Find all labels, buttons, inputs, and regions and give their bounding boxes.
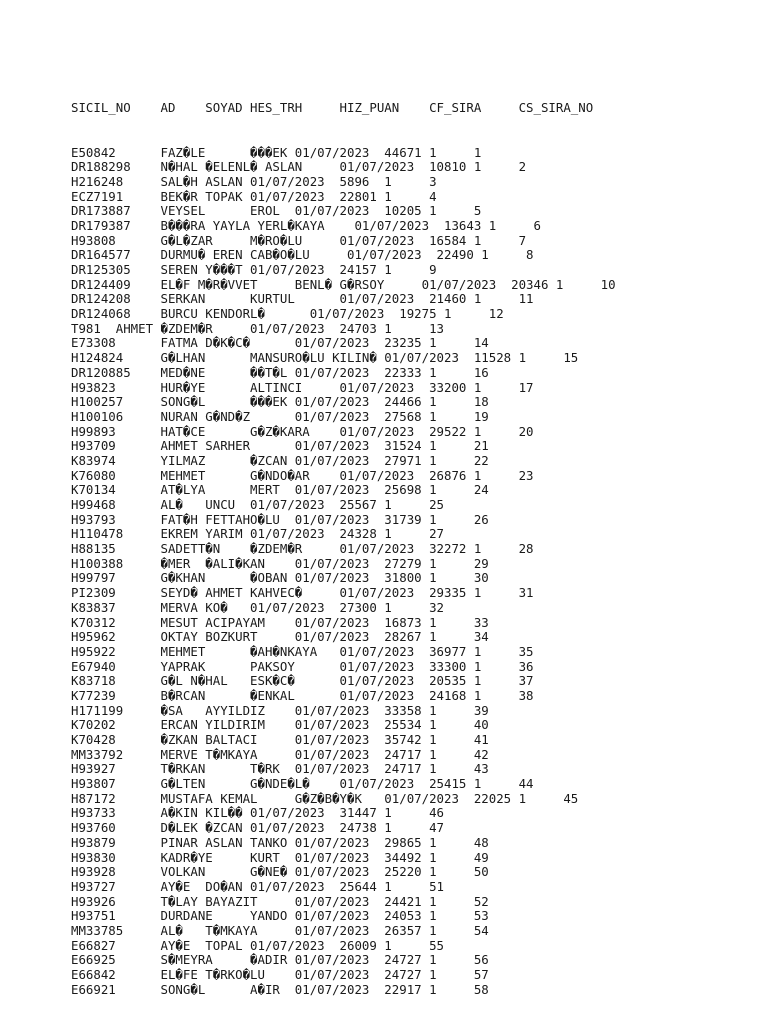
record-list (71, 146, 616, 998)
record-line: K70134 AT�LYA MERT 01/07/2023 25698 1 24 (71, 482, 489, 498)
record-line: H93926 T�LAY BAYAZIT 01/07/2023 24421 1 52 (71, 893, 489, 909)
record-line: H95962 OKTAY BOZKURT 01/07/2023 28267 1 34 (71, 629, 489, 645)
record-line: DR124409 EL�F M�R�VVET BENL� G�RSOY 01/07/2023 20346 1 10 (71, 276, 616, 292)
record-line: DR124208 SERKAN KURTUL 01/07/2023 21460 1 11 (71, 291, 534, 307)
record-line: H93807 G�LTEN G�NDE�L� 01/07/2023 25415 1 44 (71, 776, 534, 792)
record-line: H93879 PINAR ASLAN TANKO 01/07/2023 29865 1 48 (71, 834, 489, 850)
record-line: K76080 MEHMET G�NDO�AR 01/07/2023 26876 1 23 (71, 467, 534, 483)
record-line: H100388 �MER �ALI�KAN 01/07/2023 27279 1 29 (71, 555, 489, 571)
record-line: H93709 AHMET SARHER 01/07/2023 31524 1 21 (71, 438, 489, 454)
record-line: DR173887 VEYSEL EROL 01/07/2023 10205 1 5 (71, 203, 482, 219)
record-line: H93927 T�RKAN T�RK 01/07/2023 24717 1 43 (71, 761, 489, 777)
record-line: H93808 G�L�ZAR M�RO�LU 01/07/2023 16584 1 7 (71, 232, 527, 248)
record-line: H99797 G�KHAN �OBAN 01/07/2023 31800 1 30 (71, 570, 489, 586)
record-line: E66827 AY�E TOPAL 01/07/2023 26009 1 55 (71, 937, 444, 953)
record-line: H88135 SADETT�N �ZDEM�R 01/07/2023 32272 1 28 (71, 541, 534, 557)
record-line: H99893 HAT�CE G�Z�KARA 01/07/2023 29522 1 20 (71, 423, 534, 439)
record-line: H124824 G�LHAN MANSURO�LU KILIN� 01/07/2023 11528 1 15 (71, 350, 579, 366)
record-line: H95922 MEHMET �AH�NKAYA 01/07/2023 36977 1 35 (71, 643, 534, 659)
record-line: E73308 FATMA D�K�C� 01/07/2023 23235 1 14 (71, 335, 489, 351)
record-line: DR188298 N�HAL �ELENL� ASLAN 01/07/2023 10810 1 2 (71, 159, 527, 175)
record-line: K83718 G�L N�HAL ESK�C� 01/07/2023 20535 1 37 (71, 673, 534, 689)
record-line: H93928 VOLKAN G�NE� 01/07/2023 25220 1 50 (71, 864, 489, 880)
record-line: T981 AHMET �ZDEM�R 01/07/2023 24703 1 13 (71, 320, 444, 336)
record-line: DR124068 BURCU KENDORL� 01/07/2023 19275 1 12 (71, 306, 504, 322)
record-line: K70312 MESUT ACIPAYAM 01/07/2023 16873 1 33 (71, 614, 489, 630)
record-line: E66842 EL�FE T�RKO�LU 01/07/2023 24727 1 57 (71, 967, 489, 982)
record-line: H93793 FAT�H FETTAHO�LU 01/07/2023 31739 1 26 (71, 511, 489, 527)
record-line: H93830 KADR�YE KURT 01/07/2023 34492 1 49 (71, 849, 489, 865)
record-line: H93727 AY�E DO�AN 01/07/2023 25644 1 51 (71, 878, 444, 894)
record-line: PI2309 SEYD� AHMET KAHVEC� 01/07/2023 29335 1 31 (71, 585, 534, 601)
tab-separated-listing (71, 72, 616, 1012)
record-line: H93733 A�KIN KIL�� 01/07/2023 31447 1 46 (71, 805, 444, 821)
record-line: H93760 D�LEK �ZCAN 01/07/2023 24738 1 47 (71, 820, 444, 836)
record-line: H110478 EKREM YARIM 01/07/2023 24328 1 27 (71, 526, 444, 542)
record-line: E66925 S�MEYRA �ADIR 01/07/2023 24727 1 56 (71, 952, 489, 968)
record-line: K77239 B�RCAN �ENKAL 01/07/2023 24168 1 38 (71, 687, 534, 703)
record-line: DR120885 MED�NE ��T�L 01/07/2023 22333 1 16 (71, 364, 489, 380)
record-line: E66921 SONG�L A�IR 01/07/2023 22917 1 58 (71, 981, 489, 997)
record-line: H216248 SAL�H ASLAN 01/07/2023 5896 1 3 (71, 173, 437, 189)
record-line: H171199 �SA AYYILDIZ 01/07/2023 33358 1 39 (71, 702, 489, 718)
record-line: H100257 SONG�L ���EK 01/07/2023 24466 1 18 (71, 394, 489, 410)
record-line: H87172 MUSTAFA KEMAL G�Z�B�Y�K 01/07/2023 22025 1 45 (71, 790, 579, 806)
record-line: DR164577 DURMU� EREN CAB�O�LU 01/07/2023 22490 1 8 (71, 247, 534, 263)
record-line: DR125305 SEREN Y���T 01/07/2023 24157 1 9 (71, 262, 437, 277)
record-line: H99468 AL� UNCU 01/07/2023 25567 1 25 (71, 497, 444, 512)
record-line: DR179387 B���RA YAYLA YERL�KAYA 01/07/2023 13643 1 6 (71, 217, 541, 233)
record-line: MM33792 MERVE T�MKAYA 01/07/2023 24717 1 42 (71, 746, 489, 762)
record-line: MM33785 AL� T�MKAYA 01/07/2023 26357 1 54 (71, 922, 489, 938)
record-line: E67940 YAPRAK PAKSOY 01/07/2023 33300 1 36 (71, 658, 534, 674)
record-line: K83837 MERVA KO� 01/07/2023 27300 1 32 (71, 599, 444, 615)
record-line: ECZ7191 BEK�R TOPAK 01/07/2023 22801 1 4 (71, 188, 437, 204)
record-line: K70428 �ZKAN BALTACI 01/07/2023 35742 1 41 (71, 732, 489, 747)
record-line: H93823 HUR�YE ALTINCI 01/07/2023 33200 1 17 (71, 379, 534, 395)
record-line: E50842 FAZ�LE ���EK 01/07/2023 44671 1 1 (71, 144, 482, 160)
record-line: H100106 NURAN G�ND�Z 01/07/2023 27568 1 19 (71, 408, 489, 424)
header-line: SICIL_NO AD SOYAD HES_TRH HIZ_PUAN CF_SIRA CS_SIRA_NO (71, 100, 594, 116)
record-line: K70202 ERCAN YILDIRIM 01/07/2023 25534 1 40 (71, 717, 489, 733)
record-line: K83974 YILMAZ �ZCAN 01/07/2023 27971 1 22 (71, 452, 489, 468)
record-line: H93751 DURDANE YANDO 01/07/2023 24053 1 53 (71, 908, 489, 924)
